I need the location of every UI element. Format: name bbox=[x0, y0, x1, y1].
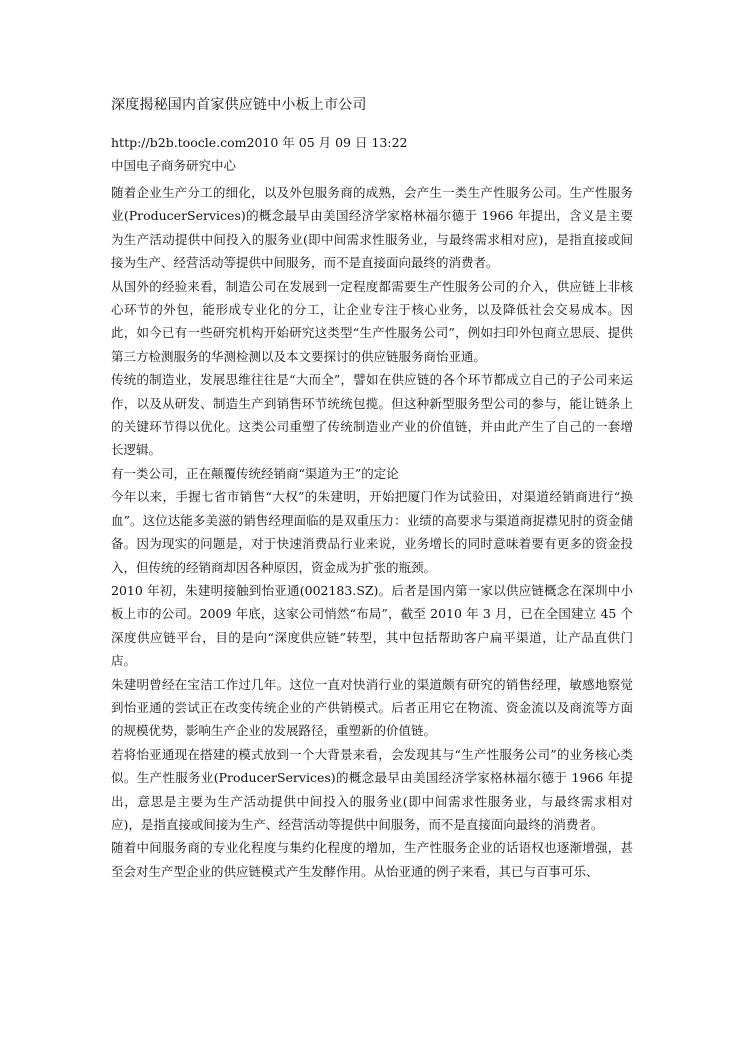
organization-name: 中国电子商务研究中心 bbox=[111, 158, 237, 173]
paragraph: 若将怡亚通现在搭建的模式放到一个大背景来看，会发现其与“生产性服务公司”的业务核心类似。生产性服务业(ProducerServices)的概念最早由美国经济学家格林福尔德于 1966 年提出，意思是主要为生产活动提供中间投入的服务业(即中间需求性服务业，与最终需求相对应)，是指直接或间接为生产、经营活动等提供中间服务，而不是直接面向最终的消费者。 bbox=[111, 746, 633, 832]
article-body bbox=[111, 181, 633, 883]
article-title: 深度揭秘国内首家供应链中小板上市公司 bbox=[111, 97, 367, 113]
paragraph: 随着企业生产分工的细化，以及外包服务商的成熟，会产生一类生产性服务公司。生产性服务业(ProducerServices)的概念最早由美国经济学家格林福尔德于 1966 年提出，含义是主要为生产活动提供中间投入的服务业(即中间需求性服务业，与最终需求相对应)，是指直接或间接为生产、经营活动等提供中间服务，而不是直接面向最终的消费者。 bbox=[111, 185, 633, 271]
paragraph: 2010 年初，朱建明接触到怡亚通(002183.SZ)。后者是国内第一家以供应链概念在深圳中小板上市的公司。2009 年底，这家公司悄然“布局”，截至 2010 年 3 月，已在全国建立 45 个深度供应链平台，目的是向“深度供应链”转型，其中包括帮助客户扁平渠道，让产品直供门店。 bbox=[111, 582, 633, 669]
paragraph: 随着中间服务商的专业化程度与集约化程度的增加，生产性服务企业的话语权也逐渐增强，甚至会对生产型企业的供应链模式产生发酵作用。从怡亚通的例子来看，其已与百事可乐、 bbox=[111, 840, 633, 879]
paragraph: 今年以来，手握七省市销售“大权”的朱建明，开始把厦门作为试验田，对渠道经销商进行“换血”。这位达能多美滋的销售经理面临的是双重压力：业绩的高要求与渠道商捉襟见肘的资金储备。因为现实的问题是，对于快速消费品行业来说，业务增长的同时意味着要有更多的资金投入，但传统的经销商却因各种原因，资金成为扩张的瓶颈。 bbox=[111, 489, 633, 575]
subheading-paragraph: 有一类公司，正在颠覆传统经销商“渠道为王”的定论 bbox=[111, 465, 399, 481]
paragraph: 朱建明曾经在宝洁工作过几年。这位一直对快消行业的渠道颇有研究的销售经理，敏感地察觉到怡亚通的尝试正在改变传统企业的产供销模式。后者正用它在物流、资金流以及商流等方面的规模优势，影响生产企业的发展路径，重塑新的价值链。 bbox=[111, 676, 633, 739]
source-line: http://b2b.toocle.com2010 年 05 月 09 日 13:22 bbox=[111, 135, 408, 150]
paragraph: 传统的制造业，发展思维往往是“大而全”，譬如在供应链的各个环节都成立自己的子公司来运作，以及从研发、制造生产到销售环节统统包揽。但这种新型服务型公司的参与，能让链条上的关键环节得以优化。这类公司重塑了传统制造业产业的价值链，并由此产生了自己的一套增长逻辑。 bbox=[111, 372, 633, 458]
paragraph: 从国外的经验来看，制造公司在发展到一定程度都需要生产性服务公司的介入，供应链上非核心环节的外包，能形成专业化的分工，让企业专注于核心业务，以及降低社会交易成本。因此，如今已有一些研究机构开始研究这类型“生产性服务公司”，例如扫印外包商立思辰、提供第三方检测服务的华测检测以及本文要探讨的供应链服务商怡亚通。 bbox=[111, 278, 633, 364]
